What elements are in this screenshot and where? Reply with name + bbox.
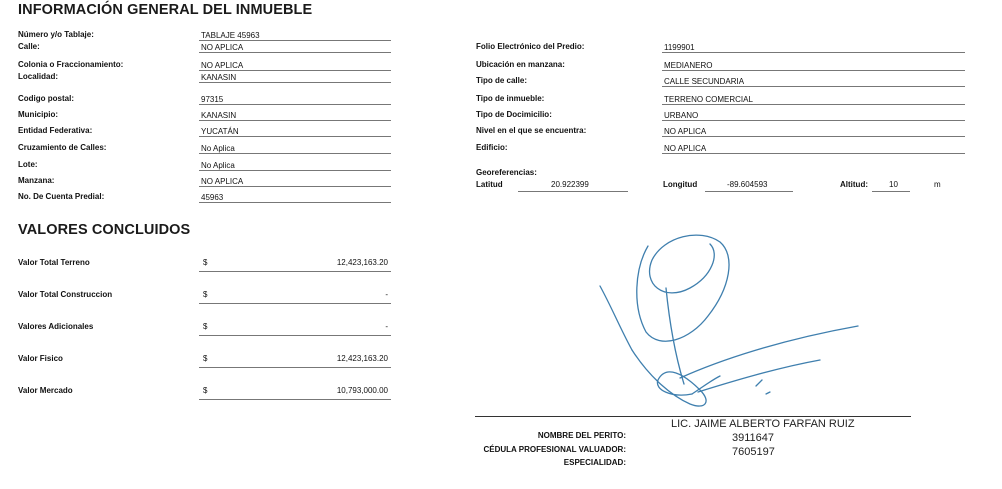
value-row-label: Valores Adicionales <box>18 322 94 331</box>
longitude-label: Longitud <box>663 180 698 189</box>
right-field-value: URBANO <box>662 110 965 121</box>
value-row-amount: - <box>385 290 388 299</box>
right-field-value: TERRENO COMERCIAL <box>662 94 965 105</box>
longitude-value: -89.604593 <box>727 180 768 189</box>
left-field-value: YUCATÁN <box>199 126 391 137</box>
especialidad-label: ESPECIALIDAD: <box>563 458 626 467</box>
left-field-label: Colonia o Fraccionamiento: <box>18 60 124 69</box>
left-field-label: Manzana: <box>18 176 55 185</box>
left-field-value: NO APLICA <box>199 60 391 71</box>
right-field-label: Edificio: <box>476 143 508 152</box>
value-row-label: Valor Total Terreno <box>18 258 90 267</box>
right-field-label: Tipo de Docimicilio: <box>476 110 552 119</box>
perito-name: LIC. JAIME ALBERTO FARFAN RUIZ <box>671 418 855 430</box>
altitude-label: Altitud: <box>840 180 868 189</box>
signature-strokes <box>600 235 858 406</box>
right-field-label: Nivel en el que se encuentra: <box>476 126 587 135</box>
right-field-label: Folio Electrónico del Predio: <box>476 42 585 51</box>
value-row-currency: $ <box>203 322 208 331</box>
signature-line <box>475 416 911 417</box>
value-row-amount: 10,793,000.00 <box>336 386 388 395</box>
altitude-unit: m <box>934 180 941 189</box>
georeferences-label: Georeferencias: <box>476 168 537 177</box>
left-field-value: NO APLICA <box>199 42 391 53</box>
latitude-label: Latitud <box>476 180 503 189</box>
left-field-label: Lote: <box>18 160 38 169</box>
right-field-label: Tipo de calle: <box>476 76 527 85</box>
perito-label: NOMBRE DEL PERITO: <box>537 431 626 440</box>
left-field-label: Municipio: <box>18 110 58 119</box>
left-field-value: 97315 <box>199 94 391 105</box>
right-field-value: NO APLICA <box>662 143 965 154</box>
section-title-values: VALORES CONCLUIDOS <box>18 222 191 238</box>
value-row-currency: $ <box>203 354 208 363</box>
cedula-value: 3911647 <box>732 432 775 444</box>
left-field-label: Localidad: <box>18 72 59 81</box>
signature-drawing <box>580 228 880 418</box>
left-field-label: Cruzamiento de Calles: <box>18 143 107 152</box>
right-field-label: Tipo de inmueble: <box>476 94 545 103</box>
value-row-amount: 12,423,163.20 <box>336 354 388 363</box>
left-field-value: KANASIN <box>199 72 391 83</box>
value-row-amount: - <box>385 322 388 331</box>
value-row-label: Valor Total Construccion <box>18 290 113 299</box>
left-field-label: No. De Cuenta Predial: <box>18 192 105 201</box>
value-row-currency: $ <box>203 386 208 395</box>
left-field-label: Entidad Federativa: <box>18 126 93 135</box>
left-field-value: No Aplica <box>199 160 391 171</box>
especialidad-value: 7605197 <box>732 446 775 458</box>
left-field-label: Calle: <box>18 42 40 51</box>
left-field-value: NO APLICA <box>199 176 391 187</box>
right-field-value: NO APLICA <box>662 126 965 137</box>
right-field-value: MEDIANERO <box>662 60 965 71</box>
value-row-amount: 12,423,163.20 <box>336 258 388 267</box>
right-field-value: 1199901 <box>662 42 965 53</box>
altitude-value: 10 <box>889 180 898 189</box>
value-row-currency: $ <box>203 258 208 267</box>
value-row-label: Valor Mercado <box>18 386 73 395</box>
latitude-value: 20.922399 <box>551 180 589 189</box>
right-field-label: Ubicación en manzana: <box>476 60 565 69</box>
section-title-general: INFORMACIÓN GENERAL DEL INMUEBLE <box>18 2 313 18</box>
left-field-value: No Aplica <box>199 143 391 154</box>
left-field-value: KANASIN <box>199 110 391 121</box>
left-field-value: TABLAJE 45963 <box>199 30 391 41</box>
cedula-label: CÉDULA PROFESIONAL VALUADOR: <box>483 445 626 454</box>
value-row-label: Valor Fisico <box>18 354 63 363</box>
right-field-value: CALLE SECUNDARIA <box>662 76 965 87</box>
left-field-value: 45963 <box>199 192 391 203</box>
left-field-label: Codigo postal: <box>18 94 74 103</box>
value-row-currency: $ <box>203 290 208 299</box>
left-field-label: Número y/o Tablaje: <box>18 30 94 39</box>
